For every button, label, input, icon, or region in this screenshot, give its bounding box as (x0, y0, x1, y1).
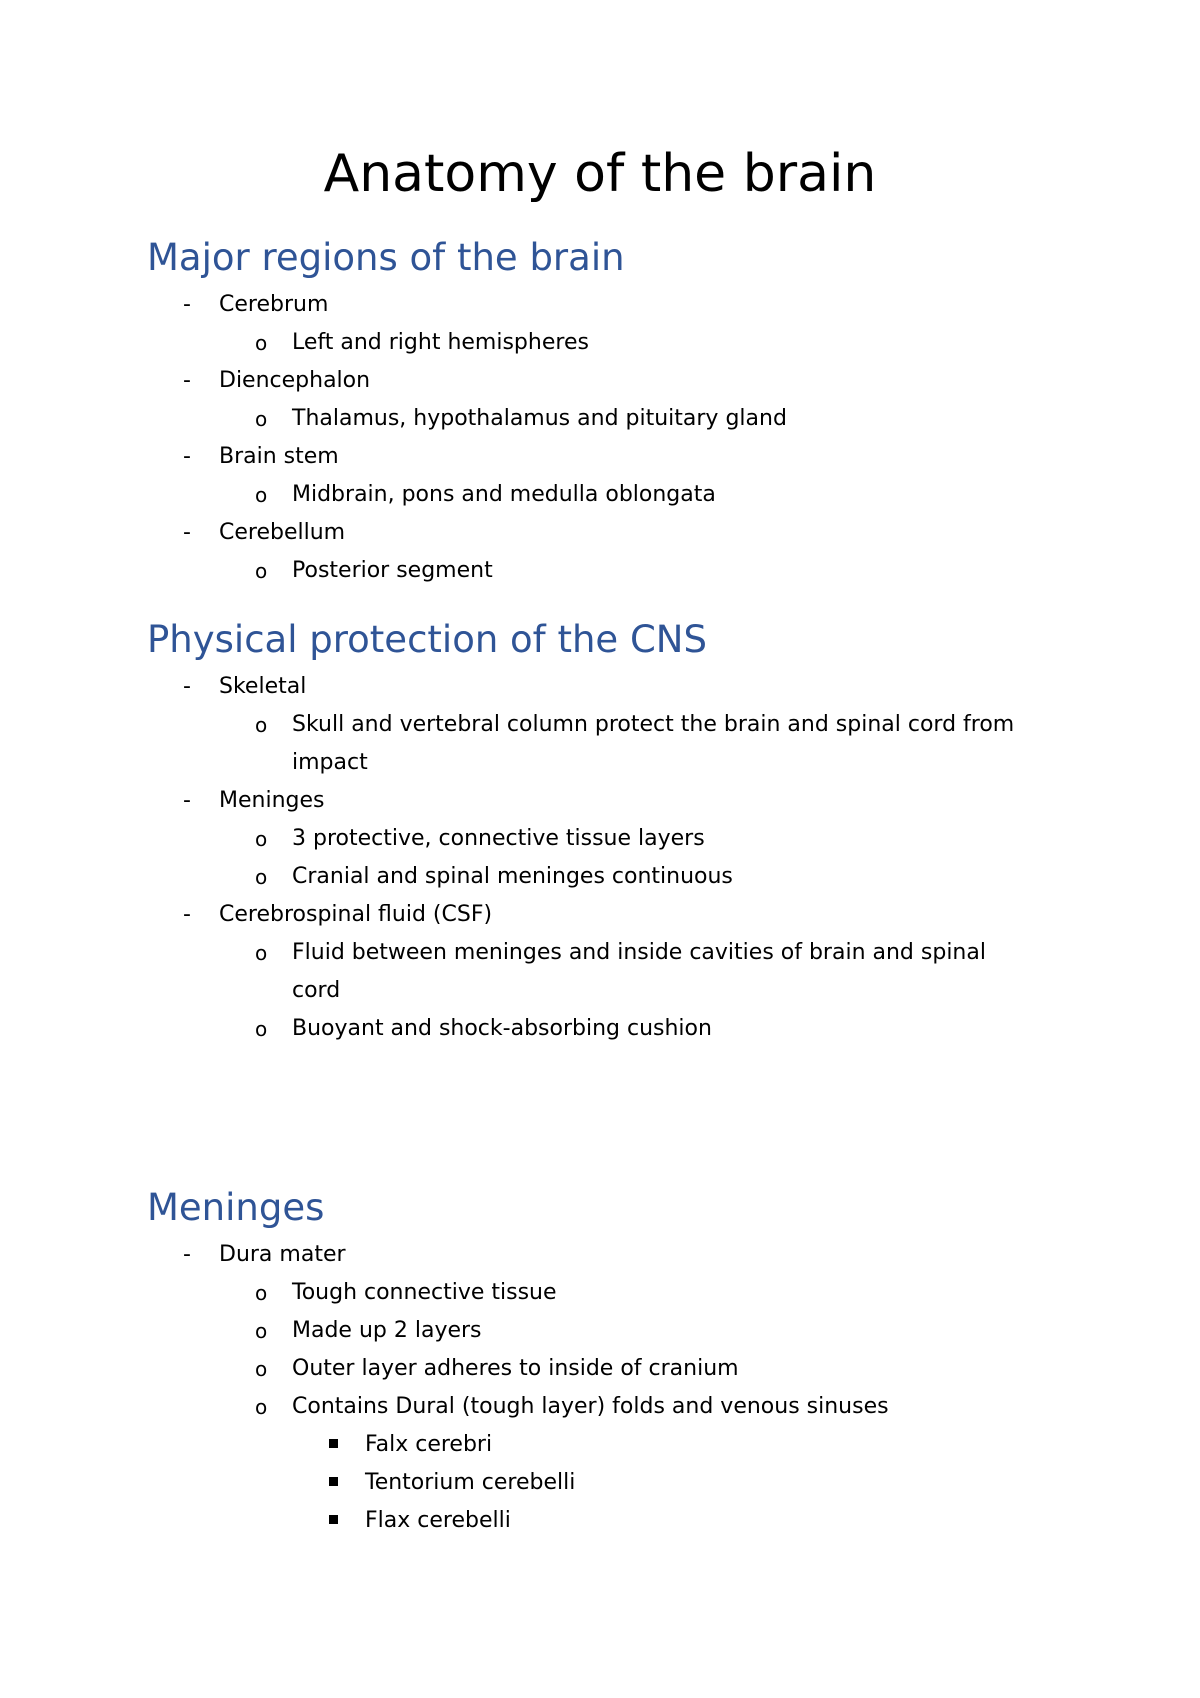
circle-bullet-icon: o (255, 1319, 268, 1343)
circle-bullet-icon: o (255, 407, 268, 431)
list-item-text: Skeletal (219, 674, 307, 699)
list-item-text: Fluid between meninges and inside cavities of brain and spinal (292, 940, 986, 965)
list-item-text: Dura mater (219, 1242, 346, 1267)
dash-bullet-icon: - (183, 902, 191, 927)
dash-bullet-icon: - (183, 292, 191, 317)
list-item-text: Posterior segment (292, 558, 493, 583)
list-item-text: 3 protective, connective tissue layers (292, 826, 705, 851)
section-heading: Physical protection of the CNS (147, 618, 707, 661)
list-item-text: Contains Dural (tough layer) folds and venous sinuses (292, 1394, 889, 1419)
list-item-text: Diencephalon (219, 368, 371, 393)
square-bullet-icon (329, 1477, 338, 1486)
list-item-text: Cerebellum (219, 520, 346, 545)
circle-bullet-icon: o (255, 331, 268, 355)
circle-bullet-icon: o (255, 559, 268, 583)
document-title: Anatomy of the brain (323, 144, 877, 204)
list-item-text: Meninges (219, 788, 325, 813)
list-item-text: Brain stem (219, 444, 339, 469)
list-item-text: Thalamus, hypothalamus and pituitary gland (292, 406, 787, 431)
list-item-text: Tentorium cerebelli (365, 1470, 576, 1495)
list-item-text: Cranial and spinal meninges continuous (292, 864, 733, 889)
dash-bullet-icon: - (183, 444, 191, 469)
list-item-text: cord (292, 978, 341, 1003)
section-heading: Major regions of the brain (147, 236, 625, 279)
dash-bullet-icon: - (183, 788, 191, 813)
list-item-text: Made up 2 layers (292, 1318, 482, 1343)
square-bullet-icon (329, 1439, 338, 1448)
list-item-text: Flax cerebelli (365, 1508, 511, 1533)
section-heading: Meninges (147, 1186, 325, 1229)
circle-bullet-icon: o (255, 483, 268, 507)
list-item-text: impact (292, 750, 368, 775)
list-item-text: Midbrain, pons and medulla oblongata (292, 482, 716, 507)
dash-bullet-icon: - (183, 1242, 191, 1267)
list-item-text: Cerebrum (219, 292, 329, 317)
circle-bullet-icon: o (255, 713, 268, 737)
circle-bullet-icon: o (255, 941, 268, 965)
list-item-text: Buoyant and shock-absorbing cushion (292, 1016, 712, 1041)
list-item-text: Cerebrospinal fluid (CSF) (219, 902, 493, 927)
circle-bullet-icon: o (255, 1017, 268, 1041)
dash-bullet-icon: - (183, 520, 191, 545)
circle-bullet-icon: o (255, 1395, 268, 1419)
circle-bullet-icon: o (255, 865, 268, 889)
circle-bullet-icon: o (255, 1357, 268, 1381)
list-item-text: Falx cerebri (365, 1432, 493, 1457)
square-bullet-icon (329, 1515, 338, 1524)
dash-bullet-icon: - (183, 368, 191, 393)
list-item-text: Tough connective tissue (292, 1280, 557, 1305)
list-item-text: Outer layer adheres to inside of cranium (292, 1356, 739, 1381)
list-item-text: Skull and vertebral column protect the brain and spinal cord from (292, 712, 1015, 737)
circle-bullet-icon: o (255, 1281, 268, 1305)
circle-bullet-icon: o (255, 827, 268, 851)
list-item-text: Left and right hemispheres (292, 330, 589, 355)
dash-bullet-icon: - (183, 674, 191, 699)
